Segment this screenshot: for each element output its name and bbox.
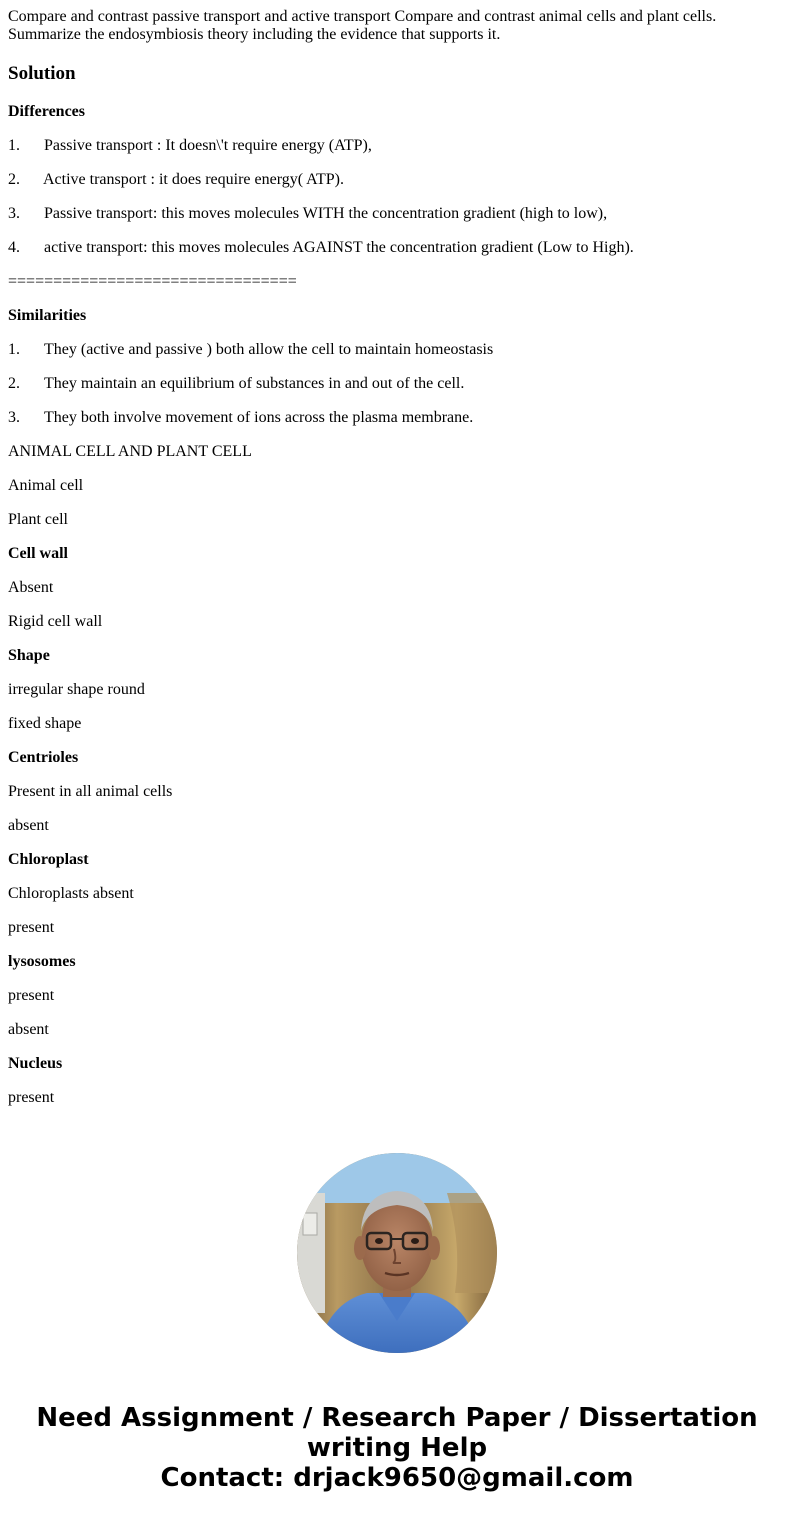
item-text: They (active and passive ) both allow the cell to maintain homeostasis [44,341,494,358]
plant-value: absent [8,817,49,834]
item-text: Passive transport : It doesn\'t require energy (ATP), [44,137,372,154]
cta-line-2: writing Help [306,1433,488,1463]
item-number: 3. [8,409,20,426]
column-plant-cell: Plant cell [8,511,68,528]
author-portrait-image [297,1153,497,1353]
item-text: Passive transport: this moves molecules WITH the concentration gradient (high to low), [44,205,608,222]
item-text: They maintain an equilibrium of substances in and out of the cell. [44,375,465,392]
item-text: They both involve movement of ions across the plasma membrane. [44,409,474,426]
animal-value: Present in all animal cells [8,783,173,800]
divider-line: ================================ [8,273,297,290]
item-number: 1. [8,341,20,358]
item-number: 3. [8,205,20,222]
similarity-item [8,409,473,427]
plant-value: fixed shape [8,715,82,732]
feature-heading: Shape [8,647,50,664]
differences-heading: Differences [8,103,85,120]
solution-heading: Solution [8,63,76,84]
feature-heading: Cell wall [8,545,68,562]
item-text: active transport: this moves molecules AGAINST the concentration gradient (Low to High). [44,239,634,256]
contact-banner [0,1403,794,1493]
cta-contact-email: Contact: drjack9650@gmail.com [160,1463,634,1493]
item-text: Active transport : it does require energy( ATP). [43,171,344,188]
similarity-item [8,375,464,393]
item-number: 1. [8,137,20,154]
animal-value: Absent [8,579,54,596]
animal-value: Chloroplasts absent [8,885,134,902]
author-avatar [297,1153,497,1353]
difference-item [8,171,344,189]
item-number: 2. [8,171,20,188]
question-block [8,8,786,85]
difference-item [8,137,372,155]
feature-heading: Chloroplast [8,851,89,868]
column-animal-cell: Animal cell [8,477,84,494]
feature-heading: Centrioles [8,749,79,766]
item-number: 4. [8,239,20,256]
similarities-heading: Similarities [8,307,87,324]
item-number: 2. [8,375,20,392]
plant-value: absent [8,1021,49,1038]
difference-item [8,239,634,257]
animal-value: irregular shape round [8,681,145,698]
feature-heading: lysosomes [8,953,76,970]
plant-value: present [8,919,55,936]
difference-item [8,205,607,223]
feature-heading: Nucleus [8,1055,63,1072]
plant-value: Rigid cell wall [8,613,103,630]
similarity-item [8,341,493,359]
animal-value: present [8,987,55,1004]
animal-value: present [8,1089,55,1106]
question-text: Compare and contrast passive transport and active transport Compare and contrast animal cells and plant cells. Summarize the endosymbiosis theory including the evidence that supports it. [8,8,717,43]
cells-heading: ANIMAL CELL AND PLANT CELL [8,443,252,460]
cta-line-1: Need Assignment / Research Paper / Dissertation [36,1403,758,1433]
